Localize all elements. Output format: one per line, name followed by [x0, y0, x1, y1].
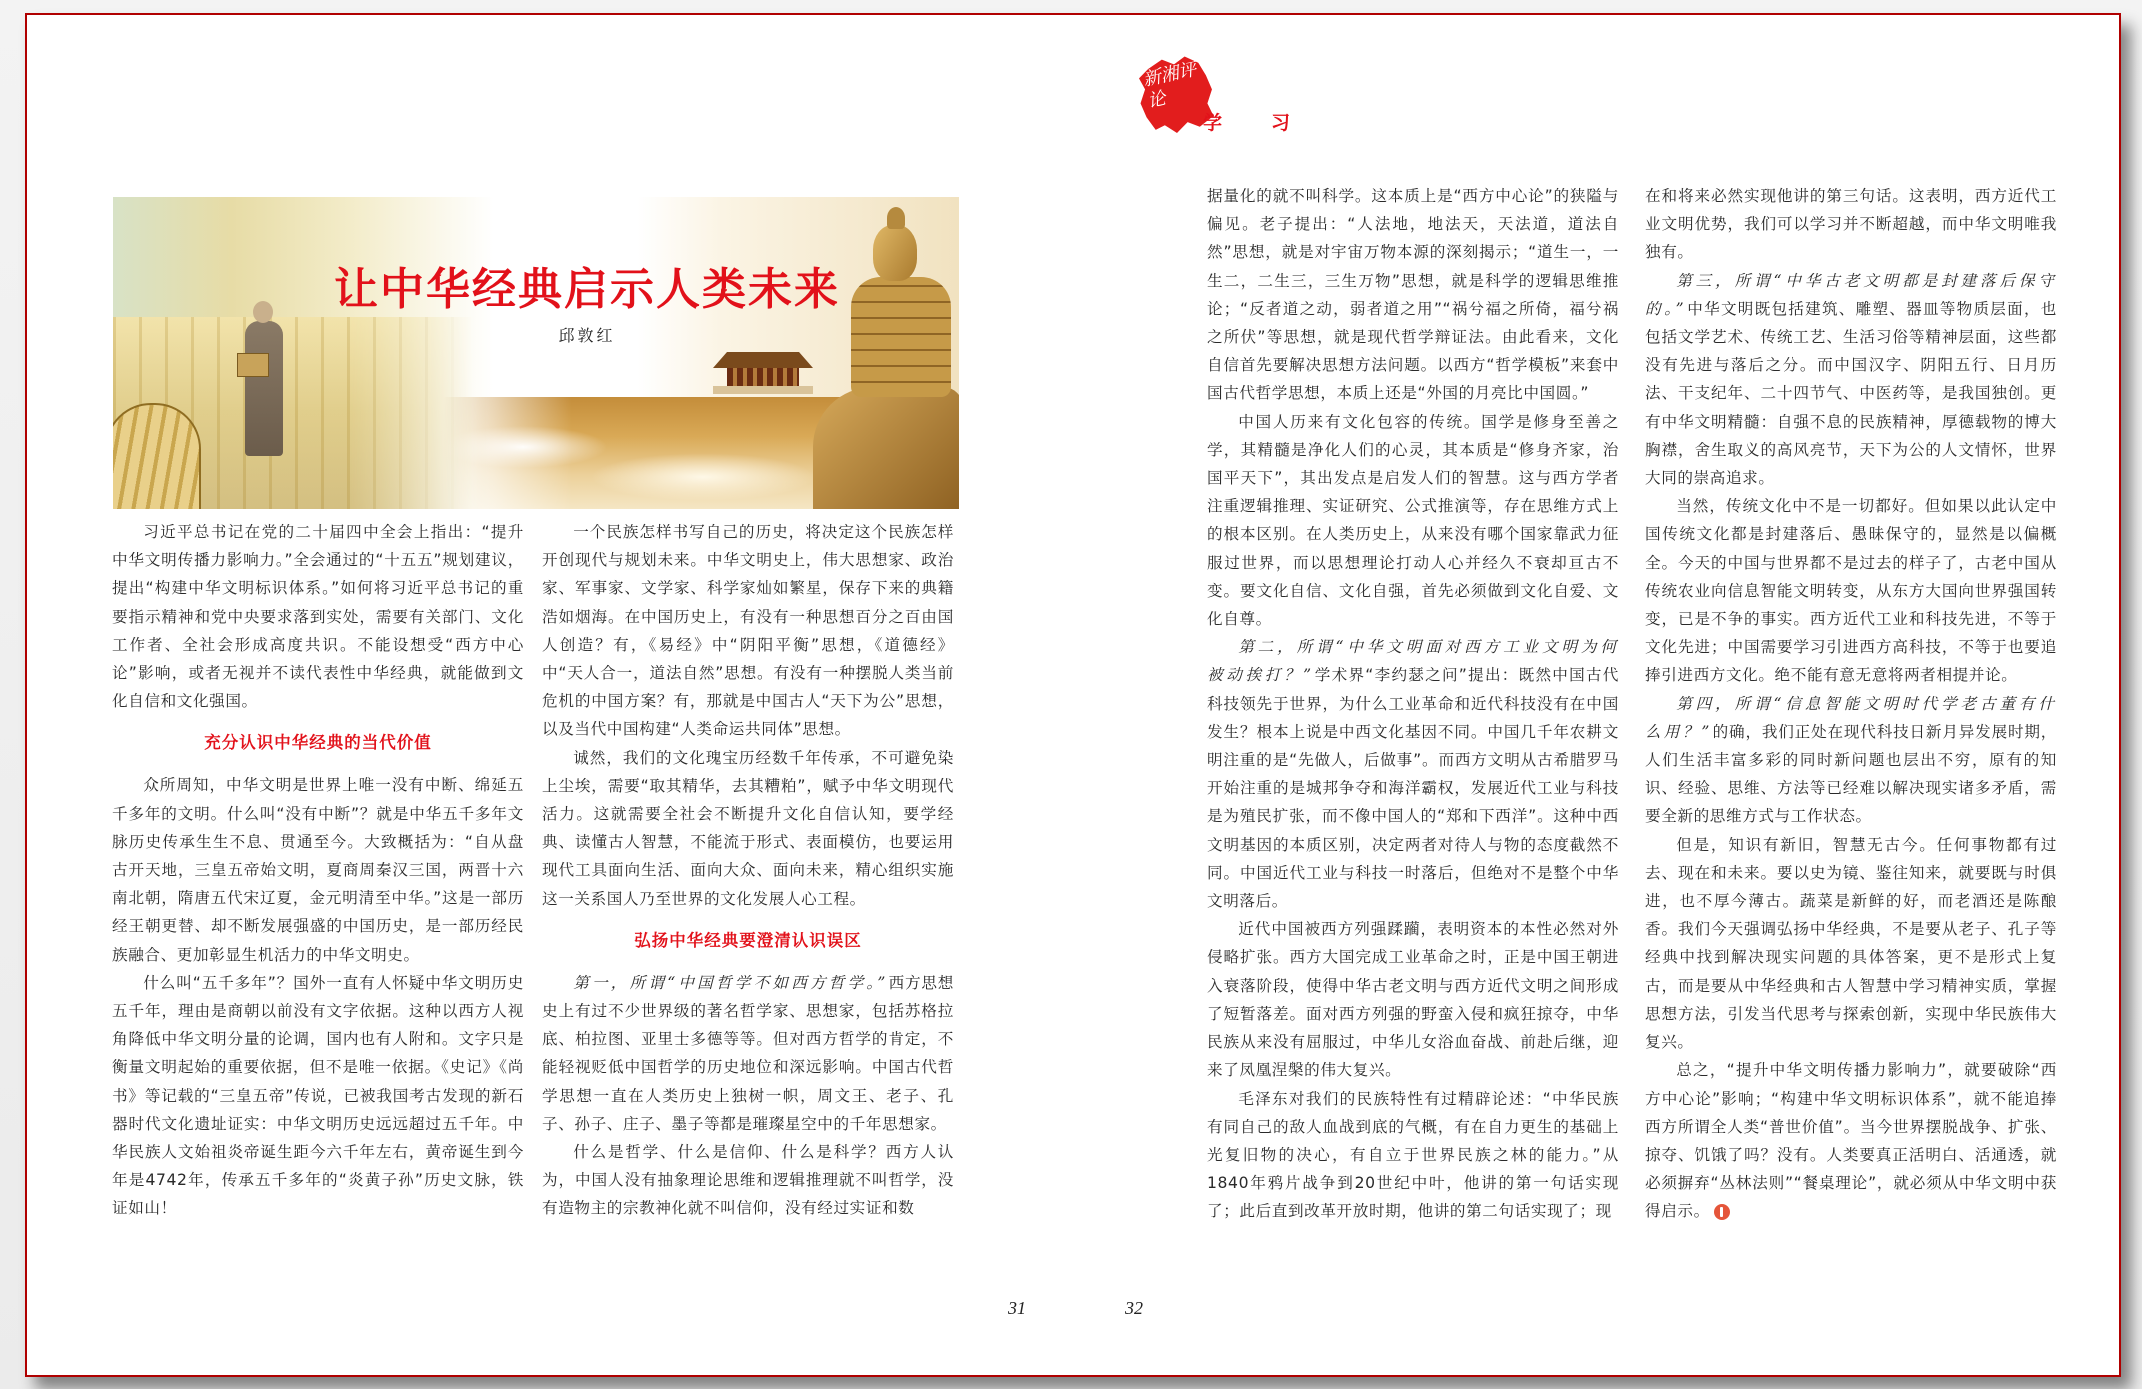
title-banner-illustration	[113, 197, 959, 509]
page-number-right: 32	[1125, 1298, 1143, 1318]
logo-calligraphy: 新湘评论	[1141, 58, 1199, 113]
paragraph: 一个民族怎样书写自己的历史，将决定这个民族怎样开创现代与规划未来。中华文明史上，伟大思想家、政治家、军事家、文学家、科学家灿如繁星，保存下来的典籍浩如烟海。在中国历史上，有没有一种思想百分之百由国人创造？有，《易经》中“阴阳平衡”思想，《道德经》中“天人合一，道法自然”思想。有没有一种摆脱人类当前危机的中国方案？有，那就是中国古人“天下为公”思想，以及当代中国构建“人类命运共同体”思想。	[542, 523, 954, 739]
paragraph: 众所周知，中华文明是世界上唯一没有中断、绵延五千多年的文明。什么叫“没有中断”？就是中华五千多年文脉历史传承生生不息、贯通至今。大致概括为：“自从盘古开天地，三皇五帝始文明，夏商周秦汉三国，两晋十六南北朝，隋唐五代宋辽夏，金元明清至中华。”这是一部历经王朝更替、却不断发展强盛的中国历史，是一部历经民族融合、更加彰显生机活力的中华文明史。	[112, 776, 524, 964]
section-label-char: 学	[1203, 112, 1223, 134]
paragraph: 什么叫“五千多年”？国外一直有人怀疑中华文明历史五千年，理由是商朝以前没有文字依据。这种以西方人视角降低中华文明分量的论调，国内也有人附和。文字只是衡量文明起始的重要依据，但不是唯一依据。《史记》《尚书》等记载的“三皇五帝”传说，已被我国考古发现的新石器时代文化遗址证实：中华文明历史远远超过五千年。中华民族人文始祖炎帝诞生距今六千年左右，黄帝诞生到今年是4742年，传承五千多年的“炎黄子孙”历史文脉，铁证如山！	[112, 973, 524, 1218]
paragraph: 第一，所谓“中国哲学不如西方哲学。”西方思想史上有过不少世界级的著名哲学家、思想家，包括苏格拉底、柏拉图、亚里士多德等等。但对西方哲学的肯定，不能轻视贬低中国哲学的历史地位和深远影响。中国古代哲学思想一直在人类历史上独树一帜，周文王、老子、孔子、孙子、庄子、墨子等都是璀璨星空中的千年思想家。	[542, 973, 954, 1133]
paragraph: 但是，知识有新旧，智慧无古今。任何事物都有过去、现在和未来。要以史为镜、鉴往知来，就要既与时俱进，也不厚今薄古。蔬菜是新鲜的好，而老酒还是陈酿香。我们今天强调弘扬中华经典，不是要从老子、孔子等经典中找到解决现实问题的具体答案，更不是形式上复古，而是要从中华经典和古人智慧中学习精神实质，掌握思想方法，引发当代思考与探索创新，实现中华民族伟大复兴。	[1645, 835, 2057, 1052]
paragraph: 第四，所谓“信息智能文明时代学老古董有什么用？”的确，我们正处在现代科技日新月异发展时期，人们生活丰富多彩的同时新问题也层出不穷，原有的知识、经验、思维、方法等已经难以解决现实诸多矛盾，需要全新的思维方式与工作状态。	[1645, 694, 2057, 826]
paragraph: 第二，所谓“中华文明面对西方工业文明为何被动挨打？”学术界“李约瑟之问”提出：既然中国古代科技领先于世界，为什么工业革命和近代科技没有在中国发生？根本上说是中西文化基因不同。中国几千年农耕文明注重的是“先做人，后做事”。而西方文明从古希腊罗马开始注重的是城邦争夺和海洋霸权，发展近代工业与科技是为殖民扩张，而不像中国人的“郑和下西洋”。这种中西文明基因的本质区别，决定两者对待人与物的态度截然不同。中国近代工业与科技一时落后，但绝对不是整个中华文明落后。	[1207, 638, 1619, 911]
point-lead: 第三，所谓“中华古老文明都是封建落后保守的。”	[1645, 271, 2057, 318]
article-author: 邱敦红	[558, 326, 616, 345]
point-lead: 第二，所谓“中华文明面对西方工业文明为何被动挨打？”	[1207, 638, 1619, 685]
section-heading: 充分认识中华经典的当代价值	[204, 733, 432, 753]
paragraph: 当然，传统文化中不是一切都好。但如果以此认定中国传统文化都是封建落后、愚昧保守的，显然是以偏概全。今天的中国与世界都不是过去的样子了，古老中国从传统农业向信息智能文明转变，从东方大国向世界强国转变，已是不争的事实。西方近代工业和科技先进，不等于文化先进；中国需要学习引进西方高科技，不等于也要追捧引进西方文化。绝不能有意无意将两者相提并论。	[1645, 497, 2057, 685]
section-heading: 弘扬中华经典要澄清认识误区	[634, 930, 862, 950]
page-32	[1073, 15, 2119, 1375]
section-label-char: 习	[1271, 112, 1291, 134]
paragraph: 中国人历来有文化包容的传统。国学是修身至善之学，其精髓是净化人们的心灵，其本质是“修身齐家，治国平天下”，其出发点是启发人们的智慧。这与西方学者注重逻辑推理、实证研究、公式推演等，存在思维方式上的根本区别。在人类历史上，从来没有哪个国家靠武力征服过世界，而以思想理论打动人心并经久不衰却亘古不变。要文化自信、文化自强，首先必须做到文化自爱、文化自尊。	[1207, 412, 1619, 629]
point-lead: 第四，所谓“信息智能文明时代学老古董有什么用？”	[1645, 694, 2057, 741]
paragraph: 据量化的就不叫科学。这本质上是“西方中心论”的狭隘与偏见。老子提出：“人法地，地法天，天法道，道法自然”思想，就是对宇宙万物本源的深刻揭示；“道生一，一生二，二生三，三生万物”思想，就是科学的逻辑思维推论；“反者道之动，弱者道之用”“祸兮福之所倚，福兮祸之所伏”等思想，就是现代哲学辩证法。由此看来，文化自信首先要解决思想方法问题。以西方“哲学模板”来套中国古代哲学思想，本质上还是“外国的月亮比中国圆。”	[1207, 187, 1619, 403]
article-title: 让中华经典启示人类未来	[334, 264, 840, 315]
palace-image	[713, 352, 813, 394]
page-31	[27, 15, 1073, 1375]
point-lead: 第一，所谓“中国哲学不如西方哲学。”	[573, 973, 889, 992]
text-column-3	[1207, 182, 1619, 1226]
paragraph: 诚然，我们的文化瑰宝历经数千年传承，不可避免染上尘埃，需要“取其精华，去其糟粕”，赋予中华文明现代活力。这就需要全社会不断提升文化自信认知，要学经典、读懂古人智慧，不能流于形式、表面模仿，也要运用现代工具面向生活、面向大众、面向未来，精心组织实施这一关系国人乃至世界的文化发展人心工程。	[542, 748, 954, 908]
text-column-1	[112, 518, 524, 1223]
end-of-article-icon	[1714, 1204, 1730, 1220]
paragraph: 在和将来必然实现他讲的第三句话。这表明，西方近代工业文明优势，我们可以学习并不断超越，而中华文明唯我独有。	[1645, 187, 2057, 262]
paragraph: 总之，“提升中华文明传播力影响力”，就要破除“西方中心论”影响；“构建中华文明标识体系”，就不能追捧西方所谓全人类“普世价值”。当今世界摆脱战争、扩张、掠夺、饥饿了吗？没有。人类要真正活明白、活通透，就必须摒弃“丛林法则”“餐桌理论”，就必须从中华文明中获得启示。	[1645, 1061, 2057, 1221]
bamboo-scroll-image	[113, 403, 201, 509]
terracotta-warrior-image	[843, 207, 959, 509]
paragraph: 毛泽东对我们的民族特性有过精辟论述：“中华民族有同自己的敌人血战到底的气概，有在自力更生的基础上光复旧物的决心，有自立于世界民族之林的能力。”从1840年鸦片战争到20世纪中叶，他讲的第一句话实现了；此后直到改革开放时期，他讲的第二句话实现了；现	[1207, 1089, 1619, 1221]
paragraph: 习近平总书记在党的二十届四中全会上指出：“提升中华文明传播力影响力。”全会通过的“十五五”规划建议，提出“构建中华文明标识体系。”如何将习近平总书记的重要指示精神和党中央要求落到实处，需要有关部门、文化工作者、全社会形成高度共识。不能设想受“西方中心论”影响，或者无视并不读代表性中华经典，就能做到文化自信和文化强国。	[112, 523, 524, 711]
magazine-spread	[25, 13, 2121, 1377]
text-column-2	[542, 518, 954, 1223]
text-column-4	[1645, 182, 2057, 1226]
ancient-scholar-figure	[241, 301, 287, 466]
paragraph: 近代中国被西方列强蹂躏，表明资本的本性必然对外侵略扩张。西方大国完成工业革命之时，正是中国王朝进入衰落阶段，使得中华古老文明与西方近代文明之间形成了短暂落差。面对西方列强的野蛮入侵和疯狂掠夺，中华民族从来没有屈服过，中华儿女浴血奋战、前赴后继，迎来了凤凰涅槃的伟大复兴。	[1207, 920, 1619, 1080]
paragraph: 什么是哲学、什么是信仰、什么是科学？西方人认为，中国人没有抽象理论思维和逻辑推理就不叫哲学，没有造物主的宗教神化就不叫信仰，没有经过实证和数	[542, 1143, 954, 1218]
paragraph: 第三，所谓“中华古老文明都是封建落后保守的。”中华文明既包括建筑、雕塑、器皿等物质层面，也包括文学艺术、传统工艺、生活习俗等精神层面，这些都没有先进与落后之分。而中国汉字、阴阳五行、日月历法、干支纪年、二十四节气、中医药等，是我国独创。更有中华文明精髓：自强不息的民族精神，厚德载物的博大胸襟，舍生取义的高风亮节，天下为公的人文情怀，世界大同的崇高追求。	[1645, 271, 2057, 488]
page-number-left: 31	[1008, 1298, 1026, 1318]
